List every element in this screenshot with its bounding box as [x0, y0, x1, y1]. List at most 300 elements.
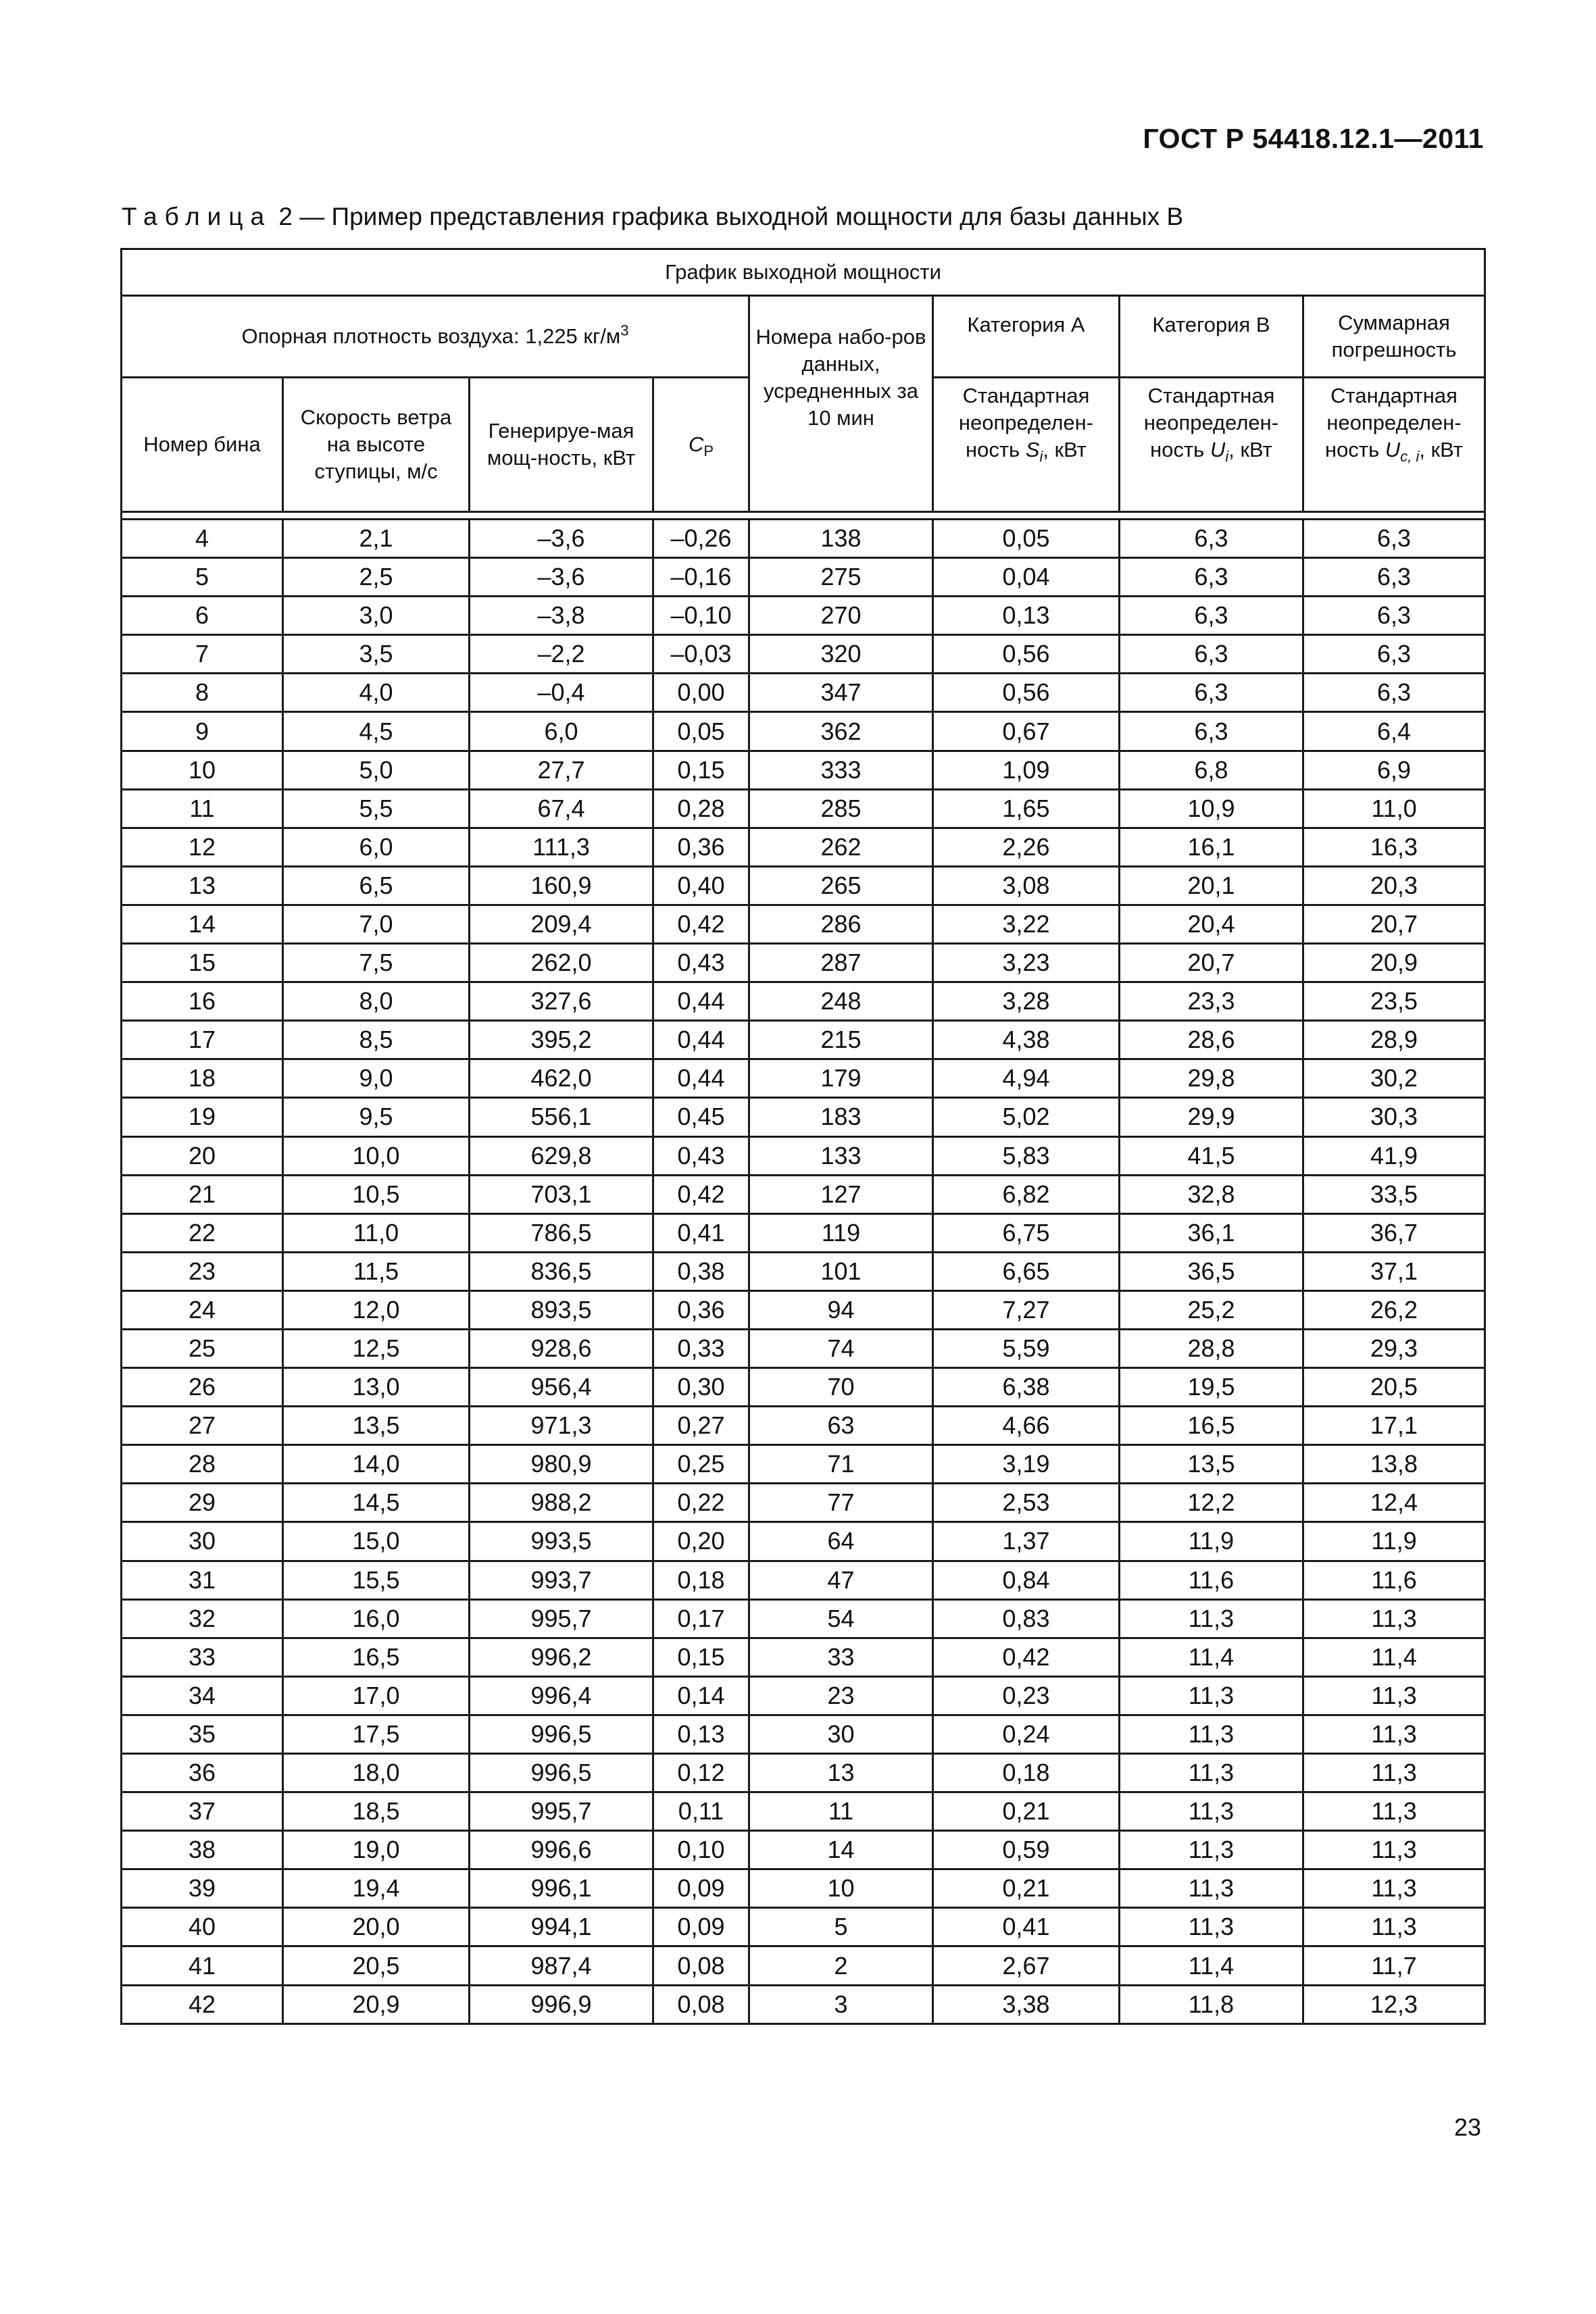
cell-power: 629,8: [470, 1136, 653, 1175]
cell-bin: 5: [122, 558, 283, 597]
cell-bin: 26: [122, 1368, 283, 1407]
table-row: [122, 674, 1485, 712]
table-row: [122, 1329, 1485, 1367]
cell-std-b: 11,4: [1120, 1638, 1303, 1676]
cell-power: 462,0: [470, 1059, 653, 1098]
cp-header: [653, 378, 749, 512]
cell-std-total: 20,7: [1303, 905, 1485, 943]
cell-speed: 8,5: [283, 1021, 470, 1059]
cell-datasets: 30: [749, 1715, 933, 1753]
table-row: [122, 1561, 1485, 1599]
cell-power: 262,0: [470, 944, 653, 982]
cell-std-total: 6,3: [1303, 597, 1485, 635]
cell-speed: 10,0: [283, 1136, 470, 1175]
std-c-unit: , кВт: [1419, 438, 1464, 461]
std-a-subscript: i: [1039, 448, 1043, 466]
cell-cp: 0,05: [653, 712, 749, 751]
cell-std-b: 11,3: [1120, 1715, 1303, 1753]
table-row: [122, 1368, 1485, 1407]
cell-std-total: 12,4: [1303, 1484, 1485, 1522]
cell-std-total: 6,3: [1303, 674, 1485, 712]
power-header: Генерируе-мая мощ-ность, кВт: [470, 378, 653, 512]
cell-speed: 19,0: [283, 1831, 470, 1869]
cell-bin: 11: [122, 789, 283, 828]
cell-std-b: 6,3: [1120, 674, 1303, 712]
cell-bin: 38: [122, 1831, 283, 1869]
cell-std-b: 28,6: [1120, 1021, 1303, 1059]
cell-std-b: 6,3: [1120, 558, 1303, 597]
cell-std-b: 11,3: [1120, 1676, 1303, 1715]
cell-cp: 0,45: [653, 1098, 749, 1136]
cell-speed: 19,4: [283, 1869, 470, 1908]
cell-speed: 9,5: [283, 1098, 470, 1136]
cell-cp: 0,12: [653, 1754, 749, 1792]
cell-cp: 0,40: [653, 866, 749, 905]
cell-datasets: 2: [749, 1946, 933, 1985]
cell-power: 993,7: [470, 1561, 653, 1599]
cell-datasets: 14: [749, 1831, 933, 1869]
cell-power: 395,2: [470, 1021, 653, 1059]
cell-std-a: 0,67: [933, 712, 1120, 751]
cell-speed: 3,5: [283, 635, 470, 674]
cell-std-b: 16,5: [1120, 1407, 1303, 1445]
cell-std-a: 6,38: [933, 1368, 1120, 1407]
cell-bin: 19: [122, 1098, 283, 1136]
cell-datasets: 101: [749, 1252, 933, 1290]
cell-speed: 11,0: [283, 1213, 470, 1252]
cell-std-b: 6,8: [1120, 751, 1303, 789]
cell-datasets: 133: [749, 1136, 933, 1175]
cell-cp: 0,28: [653, 789, 749, 828]
cell-std-b: 11,4: [1120, 1946, 1303, 1985]
cell-std-b: 11,3: [1120, 1792, 1303, 1831]
cell-std-a: 5,59: [933, 1329, 1120, 1367]
cell-std-total: 11,0: [1303, 789, 1485, 828]
cell-std-b: 6,3: [1120, 597, 1303, 635]
cell-speed: 5,5: [283, 789, 470, 828]
cell-datasets: 94: [749, 1290, 933, 1329]
caption-number: 2: [278, 203, 293, 230]
cell-power: 556,1: [470, 1098, 653, 1136]
cell-power: 111,3: [470, 828, 653, 866]
table-row: [122, 1908, 1485, 1946]
cell-std-a: 0,05: [933, 520, 1120, 558]
cell-speed: 20,5: [283, 1946, 470, 1985]
cell-std-a: 2,67: [933, 1946, 1120, 1985]
cell-std-total: 28,9: [1303, 1021, 1485, 1059]
datasets-header: Номера набо-ров данных, усредненных за 10 мин: [749, 296, 933, 512]
ref-density-sup: 3: [620, 322, 629, 339]
cell-std-b: 11,3: [1120, 1599, 1303, 1638]
cell-bin: 41: [122, 1946, 283, 1985]
cell-cp: 0,36: [653, 828, 749, 866]
cell-cp: 0,25: [653, 1445, 749, 1484]
cell-std-a: 2,53: [933, 1484, 1120, 1522]
cell-std-a: 0,42: [933, 1638, 1120, 1676]
std-b-symbol: U: [1210, 438, 1226, 461]
cell-power: 928,6: [470, 1329, 653, 1367]
cell-cp: –0,16: [653, 558, 749, 597]
cell-cp: 0,27: [653, 1407, 749, 1445]
cell-power: 836,5: [470, 1252, 653, 1290]
cell-power: 996,4: [470, 1676, 653, 1715]
ref-density-header: [122, 296, 749, 378]
cell-datasets: 63: [749, 1407, 933, 1445]
cell-std-total: 23,5: [1303, 982, 1485, 1021]
cell-std-a: 5,83: [933, 1136, 1120, 1175]
cell-std-total: 11,3: [1303, 1831, 1485, 1869]
table-row: [122, 1869, 1485, 1908]
cell-cp: 0,15: [653, 751, 749, 789]
cell-datasets: 347: [749, 674, 933, 712]
cell-datasets: 285: [749, 789, 933, 828]
table-row: [122, 1445, 1485, 1484]
cell-bin: 34: [122, 1676, 283, 1715]
cell-speed: 14,0: [283, 1445, 470, 1484]
cell-std-total: 6,3: [1303, 558, 1485, 597]
cell-datasets: 71: [749, 1445, 933, 1484]
cell-power: 160,9: [470, 866, 653, 905]
cell-datasets: 74: [749, 1329, 933, 1367]
cell-std-a: 0,56: [933, 635, 1120, 674]
table-row: [122, 1290, 1485, 1329]
cell-bin: 27: [122, 1407, 283, 1445]
cell-speed: 4,0: [283, 674, 470, 712]
table-row: [122, 1059, 1485, 1098]
cell-speed: 9,0: [283, 1059, 470, 1098]
cell-bin: 20: [122, 1136, 283, 1175]
cell-std-b: 29,9: [1120, 1098, 1303, 1136]
cell-std-b: 11,9: [1120, 1522, 1303, 1561]
cell-datasets: 183: [749, 1098, 933, 1136]
cell-std-total: 13,8: [1303, 1445, 1485, 1484]
cell-std-total: 11,3: [1303, 1754, 1485, 1792]
cell-cp: 0,36: [653, 1290, 749, 1329]
cell-speed: 2,1: [283, 520, 470, 558]
cell-speed: 18,5: [283, 1792, 470, 1831]
cell-std-b: 36,1: [1120, 1213, 1303, 1252]
cell-std-b: 10,9: [1120, 789, 1303, 828]
cell-bin: 25: [122, 1329, 283, 1367]
cell-std-b: 20,4: [1120, 905, 1303, 943]
table-row: [122, 751, 1485, 789]
cell-bin: 22: [122, 1213, 283, 1252]
cell-std-a: 0,23: [933, 1676, 1120, 1715]
cell-std-total: 16,3: [1303, 828, 1485, 866]
cell-cp: 0,44: [653, 1059, 749, 1098]
table-row: [122, 1136, 1485, 1175]
cell-std-b: 19,5: [1120, 1368, 1303, 1407]
cell-power: –0,4: [470, 674, 653, 712]
cell-std-b: 28,8: [1120, 1329, 1303, 1367]
std-a-prefix: Стандартная неопределен-ность: [958, 384, 1094, 461]
cell-bin: 23: [122, 1252, 283, 1290]
cell-std-total: 11,3: [1303, 1792, 1485, 1831]
document-header: ГОСТ Р 54418.12.1—2011: [1143, 123, 1484, 154]
cell-std-total: 6,3: [1303, 520, 1485, 558]
cell-bin: 21: [122, 1175, 283, 1213]
cell-std-a: 6,75: [933, 1213, 1120, 1252]
cell-std-b: 11,6: [1120, 1561, 1303, 1599]
cell-power: 987,4: [470, 1946, 653, 1985]
cell-datasets: 23: [749, 1676, 933, 1715]
cell-std-total: 20,3: [1303, 866, 1485, 905]
table-row: [122, 1754, 1485, 1792]
std-b-subscript: i: [1225, 448, 1229, 466]
cell-std-total: 11,6: [1303, 1561, 1485, 1599]
cell-std-total: 6,4: [1303, 712, 1485, 751]
cell-std-b: 36,5: [1120, 1252, 1303, 1290]
cell-std-a: 4,66: [933, 1407, 1120, 1445]
table-body: [122, 520, 1485, 2024]
cell-std-total: 11,4: [1303, 1638, 1485, 1676]
cell-bin: 31: [122, 1561, 283, 1599]
cell-cp: 0,33: [653, 1329, 749, 1367]
cell-cp: 0,38: [653, 1252, 749, 1290]
table-row: [122, 1831, 1485, 1869]
cell-datasets: 275: [749, 558, 933, 597]
wind-speed-header: Скорость ветра на высоте ступицы, м/с: [283, 378, 470, 512]
cell-datasets: 362: [749, 712, 933, 751]
cell-datasets: 11: [749, 1792, 933, 1831]
cell-bin: 36: [122, 1754, 283, 1792]
cell-std-total: 41,9: [1303, 1136, 1485, 1175]
table-row: [122, 597, 1485, 635]
cell-std-a: 2,26: [933, 828, 1120, 866]
cell-std-b: 32,8: [1120, 1175, 1303, 1213]
cell-power: 996,5: [470, 1754, 653, 1792]
cell-speed: 6,0: [283, 828, 470, 866]
cell-bin: 15: [122, 944, 283, 982]
cell-std-b: 11,3: [1120, 1908, 1303, 1946]
cell-speed: 17,0: [283, 1676, 470, 1715]
cell-bin: 32: [122, 1599, 283, 1638]
cell-datasets: 77: [749, 1484, 933, 1522]
cell-power: 988,2: [470, 1484, 653, 1522]
cell-cp: 0,09: [653, 1908, 749, 1946]
category-b-header: Категория В: [1120, 296, 1303, 378]
table-row: [122, 1599, 1485, 1638]
cell-std-b: 16,1: [1120, 828, 1303, 866]
cell-std-total: 11,3: [1303, 1908, 1485, 1946]
std-a-symbol: S: [1025, 438, 1040, 461]
cell-bin: 30: [122, 1522, 283, 1561]
cell-power: 893,5: [470, 1290, 653, 1329]
cell-datasets: 5: [749, 1908, 933, 1946]
cell-cp: 0,42: [653, 905, 749, 943]
cell-std-a: 1,65: [933, 789, 1120, 828]
cell-datasets: 119: [749, 1213, 933, 1252]
cell-datasets: 287: [749, 944, 933, 982]
cell-speed: 17,5: [283, 1715, 470, 1753]
cell-cp: 0,42: [653, 1175, 749, 1213]
cell-std-b: 11,3: [1120, 1869, 1303, 1908]
cell-cp: 0,10: [653, 1831, 749, 1869]
cell-std-a: 0,18: [933, 1754, 1120, 1792]
std-b-prefix: Стандартная неопределен-ность: [1143, 384, 1279, 461]
cell-speed: 8,0: [283, 982, 470, 1021]
cell-std-a: 1,37: [933, 1522, 1120, 1561]
cell-datasets: 138: [749, 520, 933, 558]
cell-std-total: 29,3: [1303, 1329, 1485, 1367]
table-row: [122, 1985, 1485, 2023]
cell-std-b: 20,7: [1120, 944, 1303, 982]
cell-cp: 0,18: [653, 1561, 749, 1599]
cell-std-b: 23,3: [1120, 982, 1303, 1021]
cell-std-b: 20,1: [1120, 866, 1303, 905]
cell-cp: 0,30: [653, 1368, 749, 1407]
cell-power: 956,4: [470, 1368, 653, 1407]
cell-speed: 15,5: [283, 1561, 470, 1599]
page-number: 23: [1453, 2113, 1481, 2141]
cell-cp: 0,15: [653, 1638, 749, 1676]
cell-speed: 12,0: [283, 1290, 470, 1329]
cell-bin: 39: [122, 1869, 283, 1908]
cell-power: 995,7: [470, 1599, 653, 1638]
cell-std-b: 11,8: [1120, 1985, 1303, 2023]
cell-power: –2,2: [470, 635, 653, 674]
cell-bin: 16: [122, 982, 283, 1021]
cell-bin: 4: [122, 520, 283, 558]
cell-std-a: 3,28: [933, 982, 1120, 1021]
table-row: [122, 635, 1485, 674]
cell-std-b: 29,8: [1120, 1059, 1303, 1098]
cell-bin: 12: [122, 828, 283, 866]
cell-bin: 33: [122, 1638, 283, 1676]
table-row: [122, 1098, 1485, 1136]
cell-speed: 3,0: [283, 597, 470, 635]
std-uncertainty-total-header: [1303, 378, 1485, 512]
cell-bin: 6: [122, 597, 283, 635]
cell-std-b: 41,5: [1120, 1136, 1303, 1175]
cell-std-total: 11,3: [1303, 1869, 1485, 1908]
cell-speed: 16,0: [283, 1599, 470, 1638]
cell-std-a: 3,19: [933, 1445, 1120, 1484]
cell-std-total: 12,3: [1303, 1985, 1485, 2023]
cell-std-a: 0,59: [933, 1831, 1120, 1869]
cell-power: 786,5: [470, 1213, 653, 1252]
table-row: [122, 558, 1485, 597]
cell-speed: 16,5: [283, 1638, 470, 1676]
cell-cp: –0,03: [653, 635, 749, 674]
cell-std-b: 6,3: [1120, 520, 1303, 558]
cell-bin: 35: [122, 1715, 283, 1753]
cell-std-a: 0,04: [933, 558, 1120, 597]
table-row: [122, 828, 1485, 866]
cell-cp: 0,08: [653, 1946, 749, 1985]
cell-power: 209,4: [470, 905, 653, 943]
cell-speed: 4,5: [283, 712, 470, 751]
std-c-prefix: Стандартная неопределен-ность: [1325, 384, 1462, 461]
cell-std-b: 25,2: [1120, 1290, 1303, 1329]
cell-std-total: 11,7: [1303, 1946, 1485, 1985]
cell-power: 994,1: [470, 1908, 653, 1946]
cell-datasets: 64: [749, 1522, 933, 1561]
cell-power: 971,3: [470, 1407, 653, 1445]
cell-speed: 14,5: [283, 1484, 470, 1522]
cell-power: 703,1: [470, 1175, 653, 1213]
table-row: [122, 1522, 1485, 1561]
cell-bin: 24: [122, 1290, 283, 1329]
cell-datasets: 333: [749, 751, 933, 789]
cell-std-a: 7,27: [933, 1290, 1120, 1329]
separator-cell: [122, 512, 1485, 520]
cell-std-a: 4,94: [933, 1059, 1120, 1098]
table-row: [122, 1252, 1485, 1290]
cell-std-total: 26,2: [1303, 1290, 1485, 1329]
cell-std-total: 6,9: [1303, 751, 1485, 789]
table-row: [122, 789, 1485, 828]
cell-std-b: 6,3: [1120, 712, 1303, 751]
cell-bin: 37: [122, 1792, 283, 1831]
table-row: [122, 982, 1485, 1021]
cell-std-total: 30,2: [1303, 1059, 1485, 1098]
cp-symbol: C: [688, 432, 704, 456]
cell-power: 996,5: [470, 1715, 653, 1753]
cell-cp: 0,00: [653, 674, 749, 712]
std-c-subscript: c, i: [1400, 448, 1420, 466]
cell-std-a: 0,24: [933, 1715, 1120, 1753]
std-uncertainty-b-header: [1120, 378, 1303, 512]
cell-bin: 10: [122, 751, 283, 789]
cell-power: 27,7: [470, 751, 653, 789]
cell-cp: 0,43: [653, 1136, 749, 1175]
cell-speed: 5,0: [283, 751, 470, 789]
cell-bin: 18: [122, 1059, 283, 1098]
cell-cp: 0,17: [653, 1599, 749, 1638]
cell-cp: 0,22: [653, 1484, 749, 1522]
cell-speed: 13,5: [283, 1407, 470, 1445]
cell-speed: 2,5: [283, 558, 470, 597]
cell-bin: 9: [122, 712, 283, 751]
cell-std-a: 1,09: [933, 751, 1120, 789]
cell-cp: 0,20: [653, 1522, 749, 1561]
cell-cp: 0,13: [653, 1715, 749, 1753]
table-row: [122, 1213, 1485, 1252]
table-row: [122, 1792, 1485, 1831]
cell-std-a: 3,38: [933, 1985, 1120, 2023]
cell-std-a: 0,83: [933, 1599, 1120, 1638]
table-row: [122, 1407, 1485, 1445]
cell-power: 980,9: [470, 1445, 653, 1484]
cell-cp: 0,41: [653, 1213, 749, 1252]
table-row: [122, 905, 1485, 943]
cell-bin: 29: [122, 1484, 283, 1522]
cell-datasets: 70: [749, 1368, 933, 1407]
cell-std-total: 11,3: [1303, 1599, 1485, 1638]
cell-std-total: 33,5: [1303, 1175, 1485, 1213]
cell-datasets: 215: [749, 1021, 933, 1059]
cell-power: –3,8: [470, 597, 653, 635]
cell-cp: 0,43: [653, 944, 749, 982]
cell-power: –3,6: [470, 520, 653, 558]
cell-std-a: 3,23: [933, 944, 1120, 982]
cell-bin: 40: [122, 1908, 283, 1946]
cell-bin: 42: [122, 1985, 283, 2023]
cell-std-a: 0,21: [933, 1792, 1120, 1831]
table-row: [122, 1715, 1485, 1753]
cell-datasets: 262: [749, 828, 933, 866]
table-row: [122, 1676, 1485, 1715]
std-uncertainty-a-header: [933, 378, 1120, 512]
cell-datasets: 33: [749, 1638, 933, 1676]
cell-std-total: 37,1: [1303, 1252, 1485, 1290]
cell-power: 6,0: [470, 712, 653, 751]
cell-datasets: 286: [749, 905, 933, 943]
cell-datasets: 10: [749, 1869, 933, 1908]
table-row: [122, 1638, 1485, 1676]
std-c-symbol: U: [1385, 438, 1401, 461]
